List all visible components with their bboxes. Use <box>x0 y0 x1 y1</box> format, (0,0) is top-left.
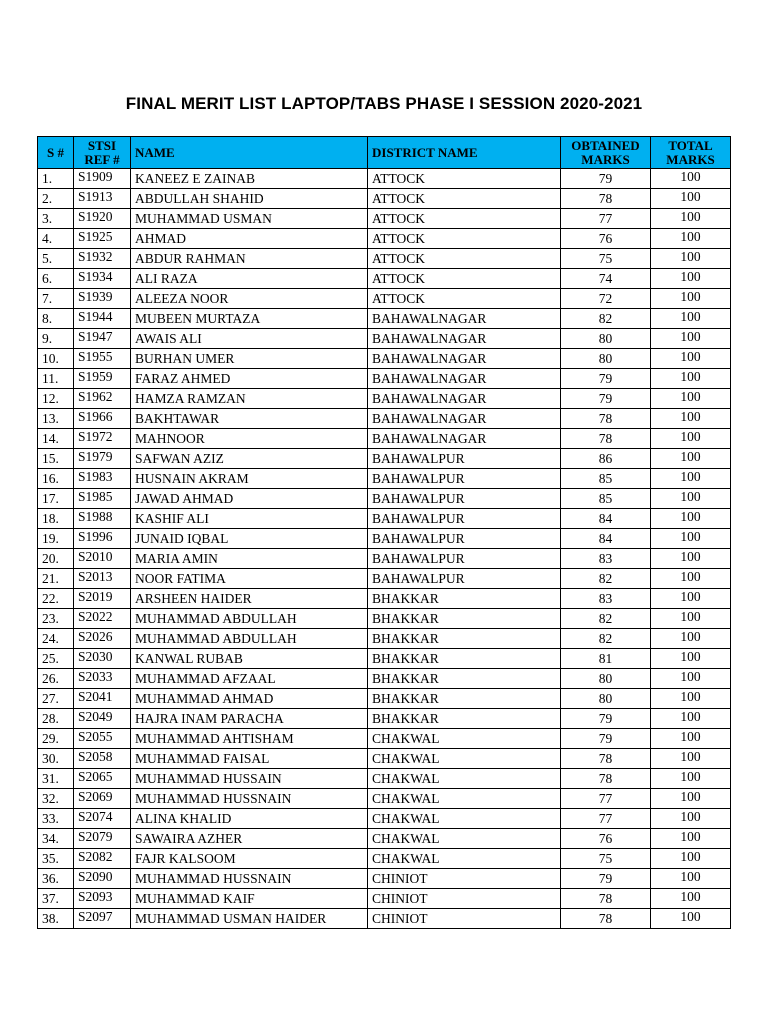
table-row <box>38 509 731 529</box>
cell-district: BAHAWALPUR <box>368 449 561 469</box>
cell-name: JAWAD AHMAD <box>131 489 368 509</box>
table-row <box>38 449 731 469</box>
cell-sn: 16. <box>38 469 74 489</box>
cell-district: BAHAWALPUR <box>368 509 561 529</box>
cell-obtained: 78 <box>561 909 651 929</box>
cell-district: CHAKWAL <box>368 769 561 789</box>
cell-name: ALEEZA NOOR <box>131 289 368 309</box>
cell-name: FARAZ AHMED <box>131 369 368 389</box>
header-sn-label: S # <box>47 144 64 160</box>
cell-district: BAHAWALNAGAR <box>368 329 561 349</box>
cell-ref: S2069 <box>74 789 131 809</box>
table-row <box>38 489 731 509</box>
cell-total: 100 <box>651 629 731 649</box>
cell-total: 100 <box>651 809 731 829</box>
cell-sn: 2. <box>38 189 74 209</box>
cell-obtained: 79 <box>561 389 651 409</box>
cell-ref: S1966 <box>74 409 131 429</box>
cell-ref: S1959 <box>74 369 131 389</box>
cell-name: MUHAMMAD ABDULLAH <box>131 629 368 649</box>
header-obtained-line2: MARKS <box>581 151 630 167</box>
cell-ref: S2079 <box>74 829 131 849</box>
cell-sn: 18. <box>38 509 74 529</box>
cell-sn: 31. <box>38 769 74 789</box>
cell-obtained: 79 <box>561 369 651 389</box>
header-sn <box>38 137 74 169</box>
cell-ref: S2093 <box>74 889 131 909</box>
cell-obtained: 85 <box>561 469 651 489</box>
cell-obtained: 78 <box>561 889 651 909</box>
cell-obtained: 80 <box>561 689 651 709</box>
cell-obtained: 79 <box>561 729 651 749</box>
cell-total: 100 <box>651 609 731 629</box>
cell-sn: 3. <box>38 209 74 229</box>
cell-district: BHAKKAR <box>368 609 561 629</box>
cell-sn: 29. <box>38 729 74 749</box>
cell-name: MUHAMMAD KAIF <box>131 889 368 909</box>
table-row <box>38 229 731 249</box>
cell-district: BAHAWALPUR <box>368 549 561 569</box>
table-row <box>38 889 731 909</box>
cell-obtained: 77 <box>561 809 651 829</box>
cell-obtained: 82 <box>561 609 651 629</box>
cell-name: HUSNAIN AKRAM <box>131 469 368 489</box>
cell-obtained: 72 <box>561 289 651 309</box>
cell-total: 100 <box>651 689 731 709</box>
cell-ref: S2074 <box>74 809 131 829</box>
cell-ref: S1985 <box>74 489 131 509</box>
cell-total: 100 <box>651 369 731 389</box>
table-row <box>38 569 731 589</box>
cell-obtained: 82 <box>561 569 651 589</box>
cell-ref: S1909 <box>74 169 131 189</box>
cell-sn: 34. <box>38 829 74 849</box>
table-row <box>38 689 731 709</box>
header-ref <box>74 137 131 169</box>
header-ref-line1: STSI <box>87 137 117 153</box>
cell-name: NOOR FATIMA <box>131 569 368 589</box>
cell-ref: S2022 <box>74 609 131 629</box>
table-row <box>38 609 731 629</box>
cell-name: KANWAL RUBAB <box>131 649 368 669</box>
cell-sn: 32. <box>38 789 74 809</box>
cell-ref: S2026 <box>74 629 131 649</box>
cell-total: 100 <box>651 549 731 569</box>
merit-table <box>37 136 731 929</box>
cell-sn: 1. <box>38 169 74 189</box>
table-row <box>38 729 731 749</box>
cell-name: KANEEZ E ZAINAB <box>131 169 368 189</box>
cell-district: BHAKKAR <box>368 709 561 729</box>
table-row <box>38 529 731 549</box>
cell-total: 100 <box>651 529 731 549</box>
cell-district: BAHAWALNAGAR <box>368 309 561 329</box>
table-row <box>38 909 731 929</box>
cell-district: BHAKKAR <box>368 649 561 669</box>
cell-obtained: 80 <box>561 329 651 349</box>
table-row <box>38 409 731 429</box>
cell-total: 100 <box>651 329 731 349</box>
cell-total: 100 <box>651 829 731 849</box>
cell-obtained: 75 <box>561 849 651 869</box>
header-district-label: DISTRICT NAME <box>372 144 478 160</box>
cell-sn: 33. <box>38 809 74 829</box>
cell-ref: S2082 <box>74 849 131 869</box>
cell-district: BHAKKAR <box>368 629 561 649</box>
cell-ref: S2049 <box>74 709 131 729</box>
cell-name: SAWAIRA AZHER <box>131 829 368 849</box>
cell-obtained: 80 <box>561 349 651 369</box>
cell-sn: 37. <box>38 889 74 909</box>
table-row <box>38 269 731 289</box>
table-row <box>38 629 731 649</box>
cell-ref: S2090 <box>74 869 131 889</box>
cell-name: MUHAMMAD HUSSAIN <box>131 769 368 789</box>
cell-ref: S1944 <box>74 309 131 329</box>
cell-obtained: 82 <box>561 629 651 649</box>
header-total-line1: TOTAL <box>668 137 713 153</box>
cell-district: BAHAWALPUR <box>368 469 561 489</box>
cell-name: MUHAMMAD USMAN HAIDER <box>131 909 368 929</box>
cell-total: 100 <box>651 769 731 789</box>
cell-ref: S1972 <box>74 429 131 449</box>
cell-total: 100 <box>651 649 731 669</box>
table-row <box>38 789 731 809</box>
cell-name: HAJRA INAM PARACHA <box>131 709 368 729</box>
table-row <box>38 549 731 569</box>
table-header <box>38 137 731 169</box>
page-title: FINAL MERIT LIST LAPTOP/TABS PHASE I SESSION 2020-2021 <box>125 94 643 113</box>
cell-obtained: 83 <box>561 589 651 609</box>
cell-district: ATTOCK <box>368 269 561 289</box>
cell-district: BHAKKAR <box>368 689 561 709</box>
cell-sn: 10. <box>38 349 74 369</box>
cell-obtained: 75 <box>561 249 651 269</box>
cell-sn: 30. <box>38 749 74 769</box>
cell-district: CHAKWAL <box>368 789 561 809</box>
cell-name: MARIA AMIN <box>131 549 368 569</box>
cell-ref: S1988 <box>74 509 131 529</box>
cell-district: CHAKWAL <box>368 749 561 769</box>
cell-total: 100 <box>651 889 731 909</box>
cell-name: ARSHEEN HAIDER <box>131 589 368 609</box>
cell-total: 100 <box>651 189 731 209</box>
header-district <box>368 137 561 169</box>
cell-ref: S1913 <box>74 189 131 209</box>
cell-total: 100 <box>651 229 731 249</box>
cell-total: 100 <box>651 249 731 269</box>
cell-ref: S2010 <box>74 549 131 569</box>
cell-name: AWAIS ALI <box>131 329 368 349</box>
cell-ref: S2097 <box>74 909 131 929</box>
cell-district: BHAKKAR <box>368 669 561 689</box>
cell-district: CHINIOT <box>368 869 561 889</box>
cell-obtained: 79 <box>561 709 651 729</box>
table-row <box>38 189 731 209</box>
cell-district: BAHAWALNAGAR <box>368 429 561 449</box>
cell-obtained: 77 <box>561 789 651 809</box>
header-obtained-line1: OBTAINED <box>571 137 640 153</box>
cell-total: 100 <box>651 309 731 329</box>
cell-obtained: 78 <box>561 189 651 209</box>
cell-ref: S2055 <box>74 729 131 749</box>
table-row <box>38 349 731 369</box>
cell-name: SAFWAN AZIZ <box>131 449 368 469</box>
cell-total: 100 <box>651 589 731 609</box>
cell-district: ATTOCK <box>368 249 561 269</box>
cell-ref: S1939 <box>74 289 131 309</box>
cell-name: MUHAMMAD AHMAD <box>131 689 368 709</box>
cell-obtained: 80 <box>561 669 651 689</box>
cell-ref: S2033 <box>74 669 131 689</box>
header-name-label: NAME <box>135 144 175 160</box>
cell-ref: S1996 <box>74 529 131 549</box>
cell-obtained: 81 <box>561 649 651 669</box>
cell-sn: 22. <box>38 589 74 609</box>
table-row <box>38 309 731 329</box>
header-ref-line2: REF # <box>84 151 120 167</box>
cell-total: 100 <box>651 789 731 809</box>
cell-sn: 9. <box>38 329 74 349</box>
cell-ref: S1947 <box>74 329 131 349</box>
cell-name: ALI RAZA <box>131 269 368 289</box>
cell-name: ABDUR RAHMAN <box>131 249 368 269</box>
cell-name: MUHAMMAD FAISAL <box>131 749 368 769</box>
cell-total: 100 <box>651 409 731 429</box>
cell-sn: 14. <box>38 429 74 449</box>
cell-sn: 13. <box>38 409 74 429</box>
cell-obtained: 85 <box>561 489 651 509</box>
cell-obtained: 82 <box>561 309 651 329</box>
cell-total: 100 <box>651 749 731 769</box>
cell-obtained: 79 <box>561 169 651 189</box>
cell-total: 100 <box>651 469 731 489</box>
cell-total: 100 <box>651 669 731 689</box>
cell-district: BAHAWALNAGAR <box>368 409 561 429</box>
cell-obtained: 79 <box>561 869 651 889</box>
cell-obtained: 86 <box>561 449 651 469</box>
cell-sn: 26. <box>38 669 74 689</box>
cell-ref: S1932 <box>74 249 131 269</box>
cell-district: BAHAWALPUR <box>368 489 561 509</box>
cell-sn: 17. <box>38 489 74 509</box>
cell-name: MAHNOOR <box>131 429 368 449</box>
cell-district: ATTOCK <box>368 289 561 309</box>
cell-obtained: 78 <box>561 749 651 769</box>
cell-district: CHINIOT <box>368 909 561 929</box>
cell-total: 100 <box>651 289 731 309</box>
cell-obtained: 78 <box>561 429 651 449</box>
cell-obtained: 78 <box>561 409 651 429</box>
table-row <box>38 209 731 229</box>
cell-total: 100 <box>651 849 731 869</box>
cell-sn: 23. <box>38 609 74 629</box>
cell-district: ATTOCK <box>368 169 561 189</box>
cell-total: 100 <box>651 389 731 409</box>
table-row <box>38 329 731 349</box>
cell-ref: S2013 <box>74 569 131 589</box>
table-row <box>38 389 731 409</box>
cell-district: BAHAWALNAGAR <box>368 389 561 409</box>
cell-sn: 36. <box>38 869 74 889</box>
table-row <box>38 829 731 849</box>
cell-name: MUHAMMAD USMAN <box>131 209 368 229</box>
cell-ref: S1983 <box>74 469 131 489</box>
cell-total: 100 <box>651 869 731 889</box>
cell-district: BAHAWALPUR <box>368 569 561 589</box>
table-row <box>38 589 731 609</box>
cell-sn: 24. <box>38 629 74 649</box>
table-row <box>38 429 731 449</box>
cell-name: MUHAMMAD ABDULLAH <box>131 609 368 629</box>
header-total <box>651 137 731 169</box>
header-obtained <box>561 137 651 169</box>
cell-obtained: 84 <box>561 529 651 549</box>
cell-district: BAHAWALNAGAR <box>368 349 561 369</box>
table-row <box>38 369 731 389</box>
cell-name: AHMAD <box>131 229 368 249</box>
cell-total: 100 <box>651 709 731 729</box>
table-row <box>38 849 731 869</box>
cell-sn: 8. <box>38 309 74 329</box>
cell-obtained: 83 <box>561 549 651 569</box>
cell-name: JUNAID IQBAL <box>131 529 368 549</box>
cell-name: MUHAMMAD AFZAAL <box>131 669 368 689</box>
cell-sn: 25. <box>38 649 74 669</box>
cell-total: 100 <box>651 349 731 369</box>
cell-sn: 15. <box>38 449 74 469</box>
header-total-line2: MARKS <box>666 151 715 167</box>
cell-total: 100 <box>651 909 731 929</box>
cell-name: KASHIF ALI <box>131 509 368 529</box>
cell-sn: 28. <box>38 709 74 729</box>
cell-ref: S1979 <box>74 449 131 469</box>
cell-district: BHAKKAR <box>368 589 561 609</box>
table-row <box>38 649 731 669</box>
cell-obtained: 74 <box>561 269 651 289</box>
cell-sn: 4. <box>38 229 74 249</box>
cell-sn: 11. <box>38 369 74 389</box>
cell-name: BAKHTAWAR <box>131 409 368 429</box>
cell-sn: 27. <box>38 689 74 709</box>
cell-total: 100 <box>651 449 731 469</box>
cell-sn: 7. <box>38 289 74 309</box>
cell-name: BURHAN UMER <box>131 349 368 369</box>
cell-ref: S1920 <box>74 209 131 229</box>
cell-ref: S2041 <box>74 689 131 709</box>
cell-district: ATTOCK <box>368 229 561 249</box>
cell-sn: 19. <box>38 529 74 549</box>
cell-sn: 21. <box>38 569 74 589</box>
cell-obtained: 76 <box>561 229 651 249</box>
table-row <box>38 249 731 269</box>
table-row <box>38 469 731 489</box>
cell-sn: 38. <box>38 909 74 929</box>
cell-total: 100 <box>651 169 731 189</box>
table-row <box>38 289 731 309</box>
cell-total: 100 <box>651 209 731 229</box>
cell-district: ATTOCK <box>368 189 561 209</box>
header-name <box>131 137 368 169</box>
cell-district: CHAKWAL <box>368 729 561 749</box>
table-row <box>38 809 731 829</box>
cell-ref: S1955 <box>74 349 131 369</box>
cell-total: 100 <box>651 429 731 449</box>
cell-total: 100 <box>651 509 731 529</box>
cell-district: CHINIOT <box>368 889 561 909</box>
cell-ref: S2058 <box>74 749 131 769</box>
cell-ref: S2019 <box>74 589 131 609</box>
cell-district: ATTOCK <box>368 209 561 229</box>
cell-district: CHAKWAL <box>368 829 561 849</box>
table-row <box>38 749 731 769</box>
cell-name: MUBEEN MURTAZA <box>131 309 368 329</box>
cell-name: ABDULLAH SHAHID <box>131 189 368 209</box>
cell-total: 100 <box>651 569 731 589</box>
cell-ref: S2065 <box>74 769 131 789</box>
cell-obtained: 78 <box>561 769 651 789</box>
cell-name: ALINA KHALID <box>131 809 368 829</box>
cell-total: 100 <box>651 269 731 289</box>
cell-name: MUHAMMAD AHTISHAM <box>131 729 368 749</box>
cell-ref: S2030 <box>74 649 131 669</box>
cell-sn: 35. <box>38 849 74 869</box>
table-row <box>38 709 731 729</box>
cell-sn: 12. <box>38 389 74 409</box>
cell-obtained: 84 <box>561 509 651 529</box>
cell-district: CHAKWAL <box>368 849 561 869</box>
header-row <box>38 137 731 169</box>
table-row <box>38 169 731 189</box>
cell-name: FAJR KALSOOM <box>131 849 368 869</box>
cell-district: BAHAWALNAGAR <box>368 369 561 389</box>
table-row <box>38 869 731 889</box>
cell-name: MUHAMMAD HUSSNAIN <box>131 869 368 889</box>
cell-total: 100 <box>651 489 731 509</box>
cell-obtained: 76 <box>561 829 651 849</box>
cell-obtained: 77 <box>561 209 651 229</box>
table-row <box>38 669 731 689</box>
table-body <box>38 169 731 929</box>
cell-district: CHAKWAL <box>368 809 561 829</box>
table-row <box>38 769 731 789</box>
cell-name: MUHAMMAD HUSSNAIN <box>131 789 368 809</box>
cell-ref: S1962 <box>74 389 131 409</box>
cell-total: 100 <box>651 729 731 749</box>
cell-sn: 5. <box>38 249 74 269</box>
cell-district: BAHAWALPUR <box>368 529 561 549</box>
cell-ref: S1925 <box>74 229 131 249</box>
cell-ref: S1934 <box>74 269 131 289</box>
cell-sn: 6. <box>38 269 74 289</box>
cell-name: HAMZA RAMZAN <box>131 389 368 409</box>
cell-sn: 20. <box>38 549 74 569</box>
